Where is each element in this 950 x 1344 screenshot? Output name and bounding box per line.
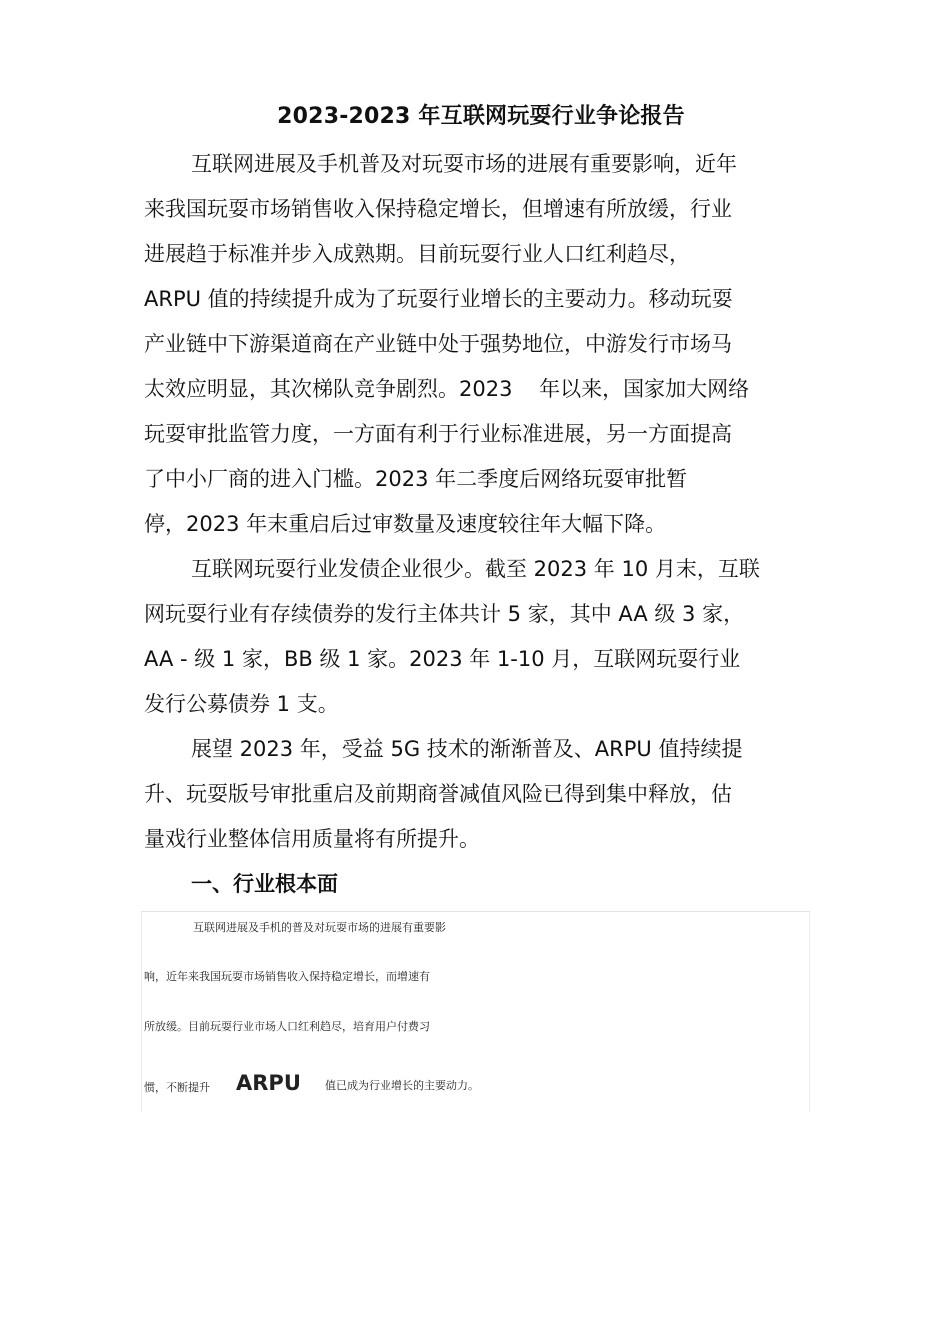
paragraph-1-line-6: 太效应明显，其次梯队竞争剧烈。2023 年以来，国家加大网络 bbox=[144, 377, 750, 401]
paragraph-2-line-4: 发行公募债券 1 支。 bbox=[144, 692, 339, 716]
paragraph-1-line-3: 进展趋于标准并步入成熟期。目前玩耍行业人口红利趋尽， bbox=[144, 242, 690, 266]
paragraph-1-line-8: 了中小厂商的进入门槛。2023 年二季度后网络玩耍审批暂 bbox=[144, 467, 688, 491]
paragraph-3-line-3: 量戏行业整体信用质量将有所提升。 bbox=[144, 827, 480, 851]
paragraph-1-line-2: 来我国玩耍市场销售收入保持稳定增长，但增速有所放缓，行业 bbox=[144, 197, 732, 221]
section-heading: 一、行业根本面 bbox=[191, 872, 338, 896]
figure-line-4-end: 值已成为行业增长的主要动力。 bbox=[325, 1079, 479, 1092]
figure-line-1: 互联网进展及手机的普及对玩耍市场的进展有重要影 bbox=[193, 921, 446, 934]
figure-line-2: 响，近年来我国玩耍市场销售收入保持稳定增长，而增速有 bbox=[144, 970, 430, 983]
paragraph-2-line-3: AA - 级 1 家，BB 级 1 家。2023 年 1-10 月，互联网玩耍行业 bbox=[144, 647, 741, 671]
embedded-figure bbox=[141, 911, 810, 1112]
figure-line-4-start: 惯，不断提升 bbox=[144, 1081, 210, 1094]
paragraph-1-line-9: 停，2023 年末重启后过审数量及速度较往年大幅下降。 bbox=[144, 512, 667, 536]
paragraph-2-line-2: 网玩耍行业有存续债券的发行主体共计 5 家，其中 AA 级 3 家， bbox=[144, 602, 745, 626]
paragraph-1-line-7: 玩耍审批监管力度，一方面有利于行业标准进展，另一方面提高 bbox=[144, 422, 732, 446]
paragraph-3-line-1: 展望 2023 年，受益 5G 技术的渐渐普及、ARPU 值持续提 bbox=[191, 737, 743, 761]
document-title: 2023-2023 年互联网玩耍行业争论报告 bbox=[277, 104, 685, 129]
paragraph-2-line-1: 互联网玩耍行业发债企业很少。截至 2023 年 10 月末，互联 bbox=[191, 557, 760, 581]
figure-line-3: 所放缓。目前玩耍行业市场人口红利趋尽，培育用户付费习 bbox=[144, 1020, 430, 1033]
paragraph-1-line-5: 产业链中下游渠道商在产业链中处于强势地位，中游发行市场马 bbox=[144, 332, 732, 356]
paragraph-3-line-2: 升、玩耍版号审批重启及前期商誉减值风险已得到集中释放，估 bbox=[144, 782, 732, 806]
paragraph-1-line-4: ARPU 值的持续提升成为了玩耍行业增长的主要动力。移动玩耍 bbox=[144, 287, 733, 311]
paragraph-1-line-1: 互联网进展及手机普及对玩耍市场的进展有重要影响，近年 bbox=[191, 152, 737, 176]
figure-arpu-emphasis: ARPU bbox=[236, 1071, 301, 1095]
